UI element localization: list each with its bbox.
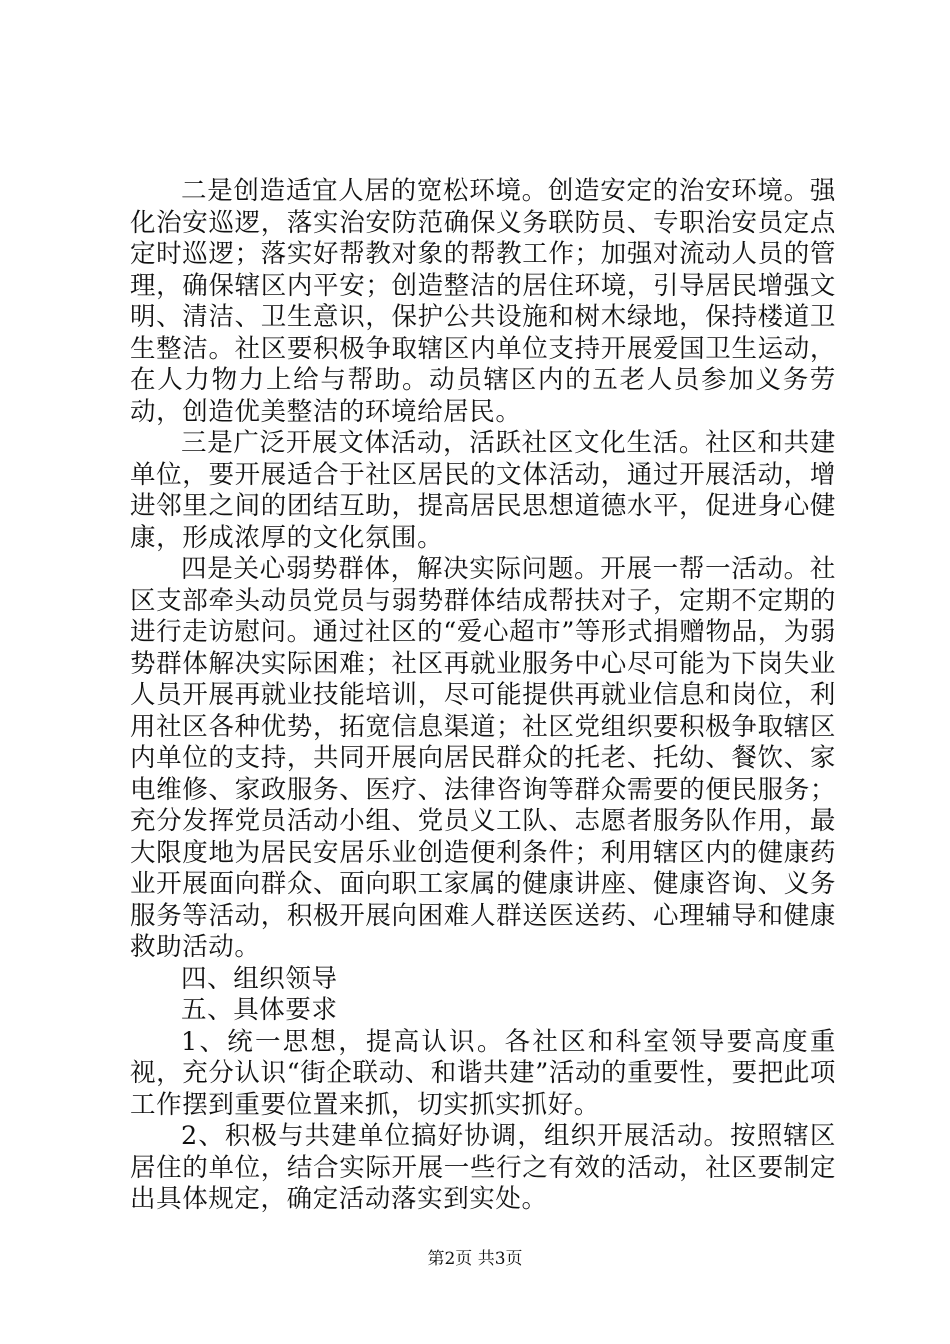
section-heading-organization: 四、组织领导 xyxy=(181,963,338,994)
paragraph-requirement-2: 2、积极与共建单位搞好协调，组织开展活动。按照辖区居住的单位，结合实际开展一些行之有效的活动，社区要制定出具体规定，确定活动落实到实处。 xyxy=(130,1121,836,1214)
paragraph-living-environment: 二是创造适宜人居的宽松环境。创造安定的治安环境。强化治安巡逻，落实治安防范确保义务联防员、专职治安员定点定时巡逻；落实好帮教对象的帮教工作；加强对流动人员的管理，确保辖区内平安；创造整洁的居住环境，引导居民增强文明、清洁、卫生意识，保护公共设施和树木绿地，保持楼道卫生整洁。社区要积极争取辖区内单位支持开展爱国卫生运动，在人力物力上给与帮助。动员辖区内的五老人员参加义务劳动，创造优美整洁的环境给居民。 xyxy=(130,176,836,427)
paragraph-cultural-activities: 三是广泛开展文体活动，活跃社区文化生活。社区和共建单位，要开展适合于社区居民的文体活动，通过开展活动，增进邻里之间的团结互助，提高居民思想道德水平，促进身心健康，形成浓厚的文化氛围。 xyxy=(130,428,836,553)
paragraph-vulnerable-groups: 四是关心弱势群体，解决实际问题。开展一帮一活动。社区支部牵头动员党员与弱势群体结成帮扶对子，定期不定期的进行走访慰问。通过社区的“爱心超市”等形式捐赠物品，为弱势群体解决实际困难；社区再就业服务中心尽可能为下岗失业人员开展再就业技能培训，尽可能提供再就业信息和岗位，利用社区各种优势，拓宽信息渠道；社区党组织要积极争取辖区内单位的支持，共同开展向居民群众的托老、托幼、餐饮、家电维修、家政服务、医疗、法律咨询等群众需要的便民服务；充分发挥党员活动小组、党员义工队、志愿者服务队作用，最大限度地为居民安居乐业创造便利条件；利用辖区内的健康药业开展面向群众、面向职工家属的健康讲座、健康咨询、义务服务等活动，积极开展向困难人群送医送药、心理辅导和健康救助活动。 xyxy=(130,554,836,962)
paragraph-requirement-1: 1、统一思想，提高认识。各社区和科室领导要高度重视，充分认识“街企联动、和谐共建”活动的重要性，要把此项工作摆到重要位置来抓，切实抓实抓好。 xyxy=(130,1026,836,1120)
page-footer: 第2页 共3页 xyxy=(427,1249,523,1269)
section-heading-requirements: 五、具体要求 xyxy=(181,995,338,1025)
document-body xyxy=(130,176,836,1216)
